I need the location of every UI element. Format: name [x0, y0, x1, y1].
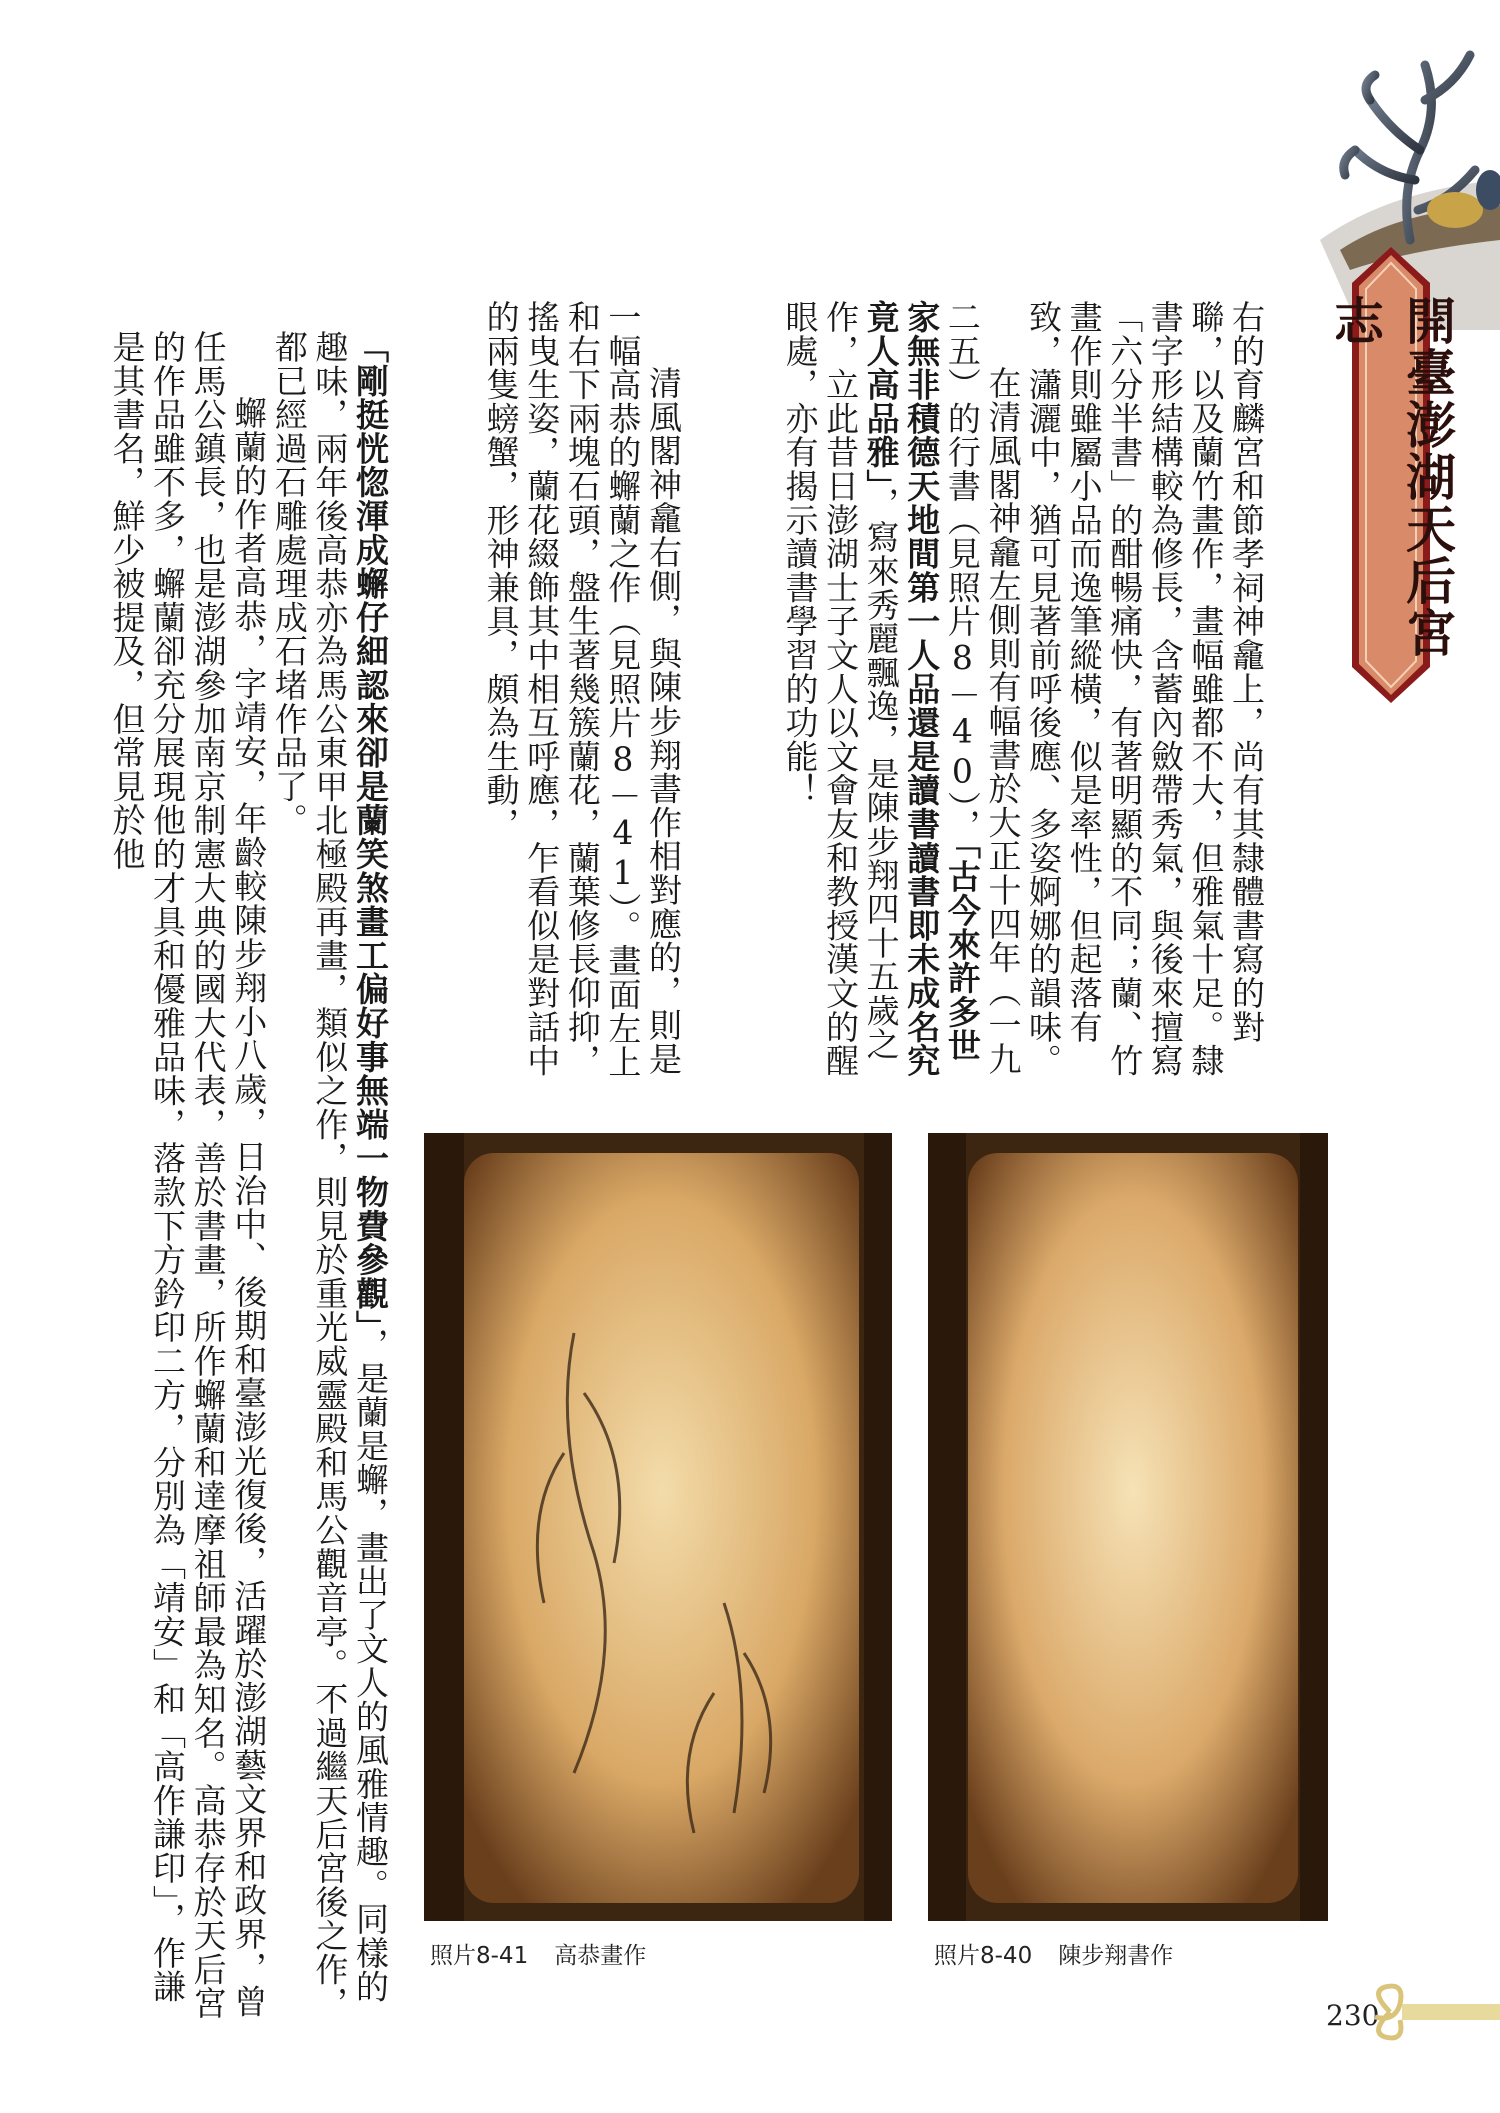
- text-span: 清風閣神龕右側，與陳步翔書作相對應的，則是一幅高恭的蠏蘭之作（見照片8－41）。畫面左上和右下兩塊石頭，盤生著幾簇蘭花，蘭葉修長仰抑，搖曳生姿，蘭花綴飾其中相互呼應，乍看似是對話中的兩隻螃蟹，形神兼具，頗為生動，: [481, 300, 683, 1079]
- book-title-banner: [1326, 245, 1456, 705]
- text-span: ，是蘭是蠏，畫出了文人的風雅情趣。同樣的趣味，兩年後高恭亦為馬公東甲北極殿再畫，類似之作，則見於重光威靈殿和馬公觀音亭。不過繼天后宮後之作，都已經過石雕處理成石堵作品了。: [269, 330, 390, 2020]
- quoted-inscription: 「剛挺恍惚渾成蠏仔細認來卻是蘭笑煞畫工偏好事無端一物費參觀」: [351, 330, 390, 1328]
- paragraph: [779, 300, 1023, 1090]
- book-title: 開臺澎湖天后宮志: [1326, 295, 1456, 659]
- paragraph: [268, 330, 390, 2020]
- text-span: ，寫來秀麗飄逸，是陳步翔四十五歲之作，立此昔日澎湖士子文人以文會友和教授漢文的醒眼處，亦有揭示讀書學習的功能！: [780, 300, 901, 1078]
- paragraph: [480, 300, 683, 1090]
- photo-8-41: [424, 1133, 892, 1921]
- photo-8-40: [928, 1133, 1328, 1921]
- paragraph: 右的育麟宮和節孝祠神龕上，尚有其隸體書寫的對聯，以及蘭竹畫作，畫幅雖都不大，但雅氣十足。隸書字形結構較為修長，含蓄內斂帶秀氣，與後來擅寫「六分半書」的酣暢痛快，有著明顯的不同；蘭、竹畫作則雖屬小品而逸筆縱橫，似是率性，但起落有致，瀟灑中，猶可見著前呼後應、多姿婀娜的韻味。: [1024, 300, 1266, 1078]
- page-number: 230: [1326, 1999, 1380, 2032]
- caption-label: 照片8-41: [430, 1943, 529, 1969]
- photo-caption: [430, 1937, 646, 1970]
- quoted-inscription: 「古今來許多世家無非積德天地間第一人品還是讀書讀書即未成名究竟人高品雅」: [861, 300, 982, 1078]
- paragraph: 蠏蘭的作者高恭，字靖安，年齡較陳步翔小八歲，日治中、後期和臺澎光復後，活躍於澎湖藝文界和政界，曾任馬公鎮長，也是澎湖參加南京制憲大典的國大代表，善於書畫，所作蠏蘭和達摩祖師最為知名。高恭存於天后宮的作品雖不多，蠏蘭卻充分展現他的才具和優雅品味，落款下方鈐印二方，分別為「靖安」和「高作謙印」，作謙是其書名，鮮少被提及，但常見於他: [107, 330, 269, 2020]
- upper-text-block: [683, 300, 1266, 1090]
- text-span: 在清風閣神龕左側則有幅書於大正十四年（一九二五）的行書（見照片8－40），: [942, 300, 1023, 1076]
- caption-title: 高恭畫作: [554, 1943, 647, 1969]
- caption-title: 陳步翔書作: [1058, 1943, 1174, 1969]
- scroll-ornament-icon: [1360, 1982, 1500, 2042]
- lower-left-text-block: [107, 330, 390, 2020]
- photo-caption: [934, 1937, 1173, 1970]
- caption-label: 照片8-40: [934, 1943, 1033, 1969]
